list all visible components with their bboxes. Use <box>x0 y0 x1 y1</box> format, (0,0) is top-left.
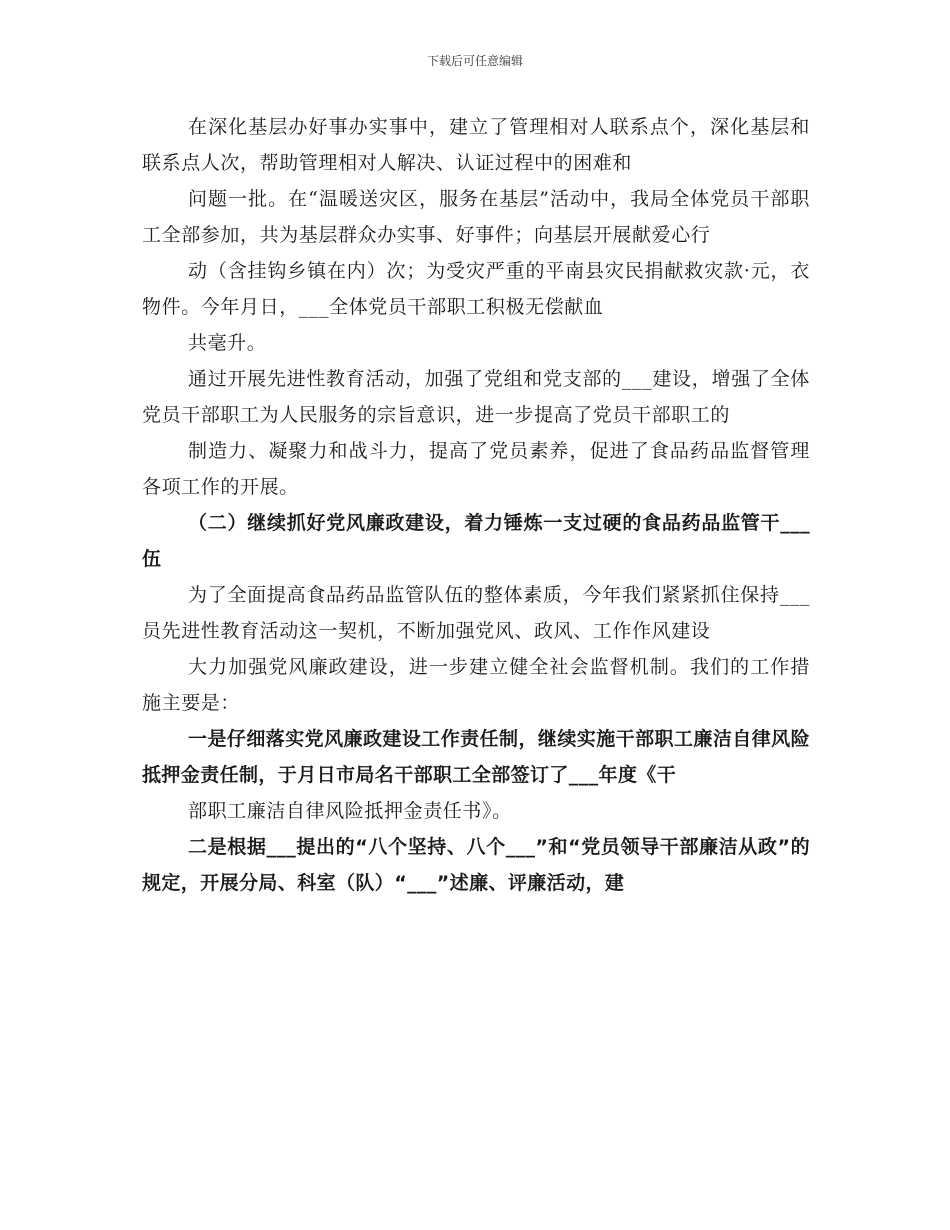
paragraph-2: 问题一批。在“温暖送灾区，服务在基层”活动中，我局全体党员干部职工全部参加，共为基层群众办实事、好事件；向基层开展献爱心行 <box>142 188 810 246</box>
paragraph-4: 共毫升。 <box>188 332 267 354</box>
item-one: 一是仔细落实党风廉政建设工作责任制，继续实施干部职工廉洁自律风险抵押金责任制，于月日市局名干部职工全部签订了___年度《干 <box>142 728 810 786</box>
page-header: 下载后可任意编辑 <box>426 54 523 68</box>
paragraph-6: 制造力、凝聚力和战斗力，提高了党员素养，促进了食品药品监督管理各项工作的开展。 <box>142 440 810 498</box>
paragraph-8: 大力加强党风廉政建设，进一步建立健全社会监督机制。我们的工作措施主要是： <box>142 656 810 714</box>
paragraph-5: 通过开展先进性教育活动，加强了党组和党支部的___建设，增强了全体党员干部职工为人民服务的宗旨意识，进一步提高了党员干部职工的 <box>142 368 810 426</box>
document-body <box>142 109 810 901</box>
paragraph-3: 动（含挂钩乡镇在内）次；为受灾严重的平南县灾民捐献救灾款·元，衣物件。今年月日，___全体党员干部职工积极无偿献血 <box>142 260 810 318</box>
section-heading: （二）继续抓好党风廉政建设，着力锤炼一支过硬的食品药品监管干___伍 <box>142 512 810 570</box>
item-two: 二是根据___提出的“八个坚持、八个___”和“党员领导干部廉洁从政”的规定，开展分局、科室（队）“___”述廉、评廉活动，建 <box>142 836 810 894</box>
paragraph-1: 在深化基层办好事办实事中，建立了管理相对人联系点个，深化基层和联系点人次，帮助管理相对人解决、认证过程中的困难和 <box>142 116 810 174</box>
paragraph-7: 为了全面提高食品药品监管队伍的整体素质，今年我们紧紧抓住保持___员先进性教育活动这一契机，不断加强党风、政风、工作作风建设 <box>142 584 810 642</box>
paragraph-9: 部职工廉洁自律风险抵押金责任书》。 <box>188 800 512 822</box>
